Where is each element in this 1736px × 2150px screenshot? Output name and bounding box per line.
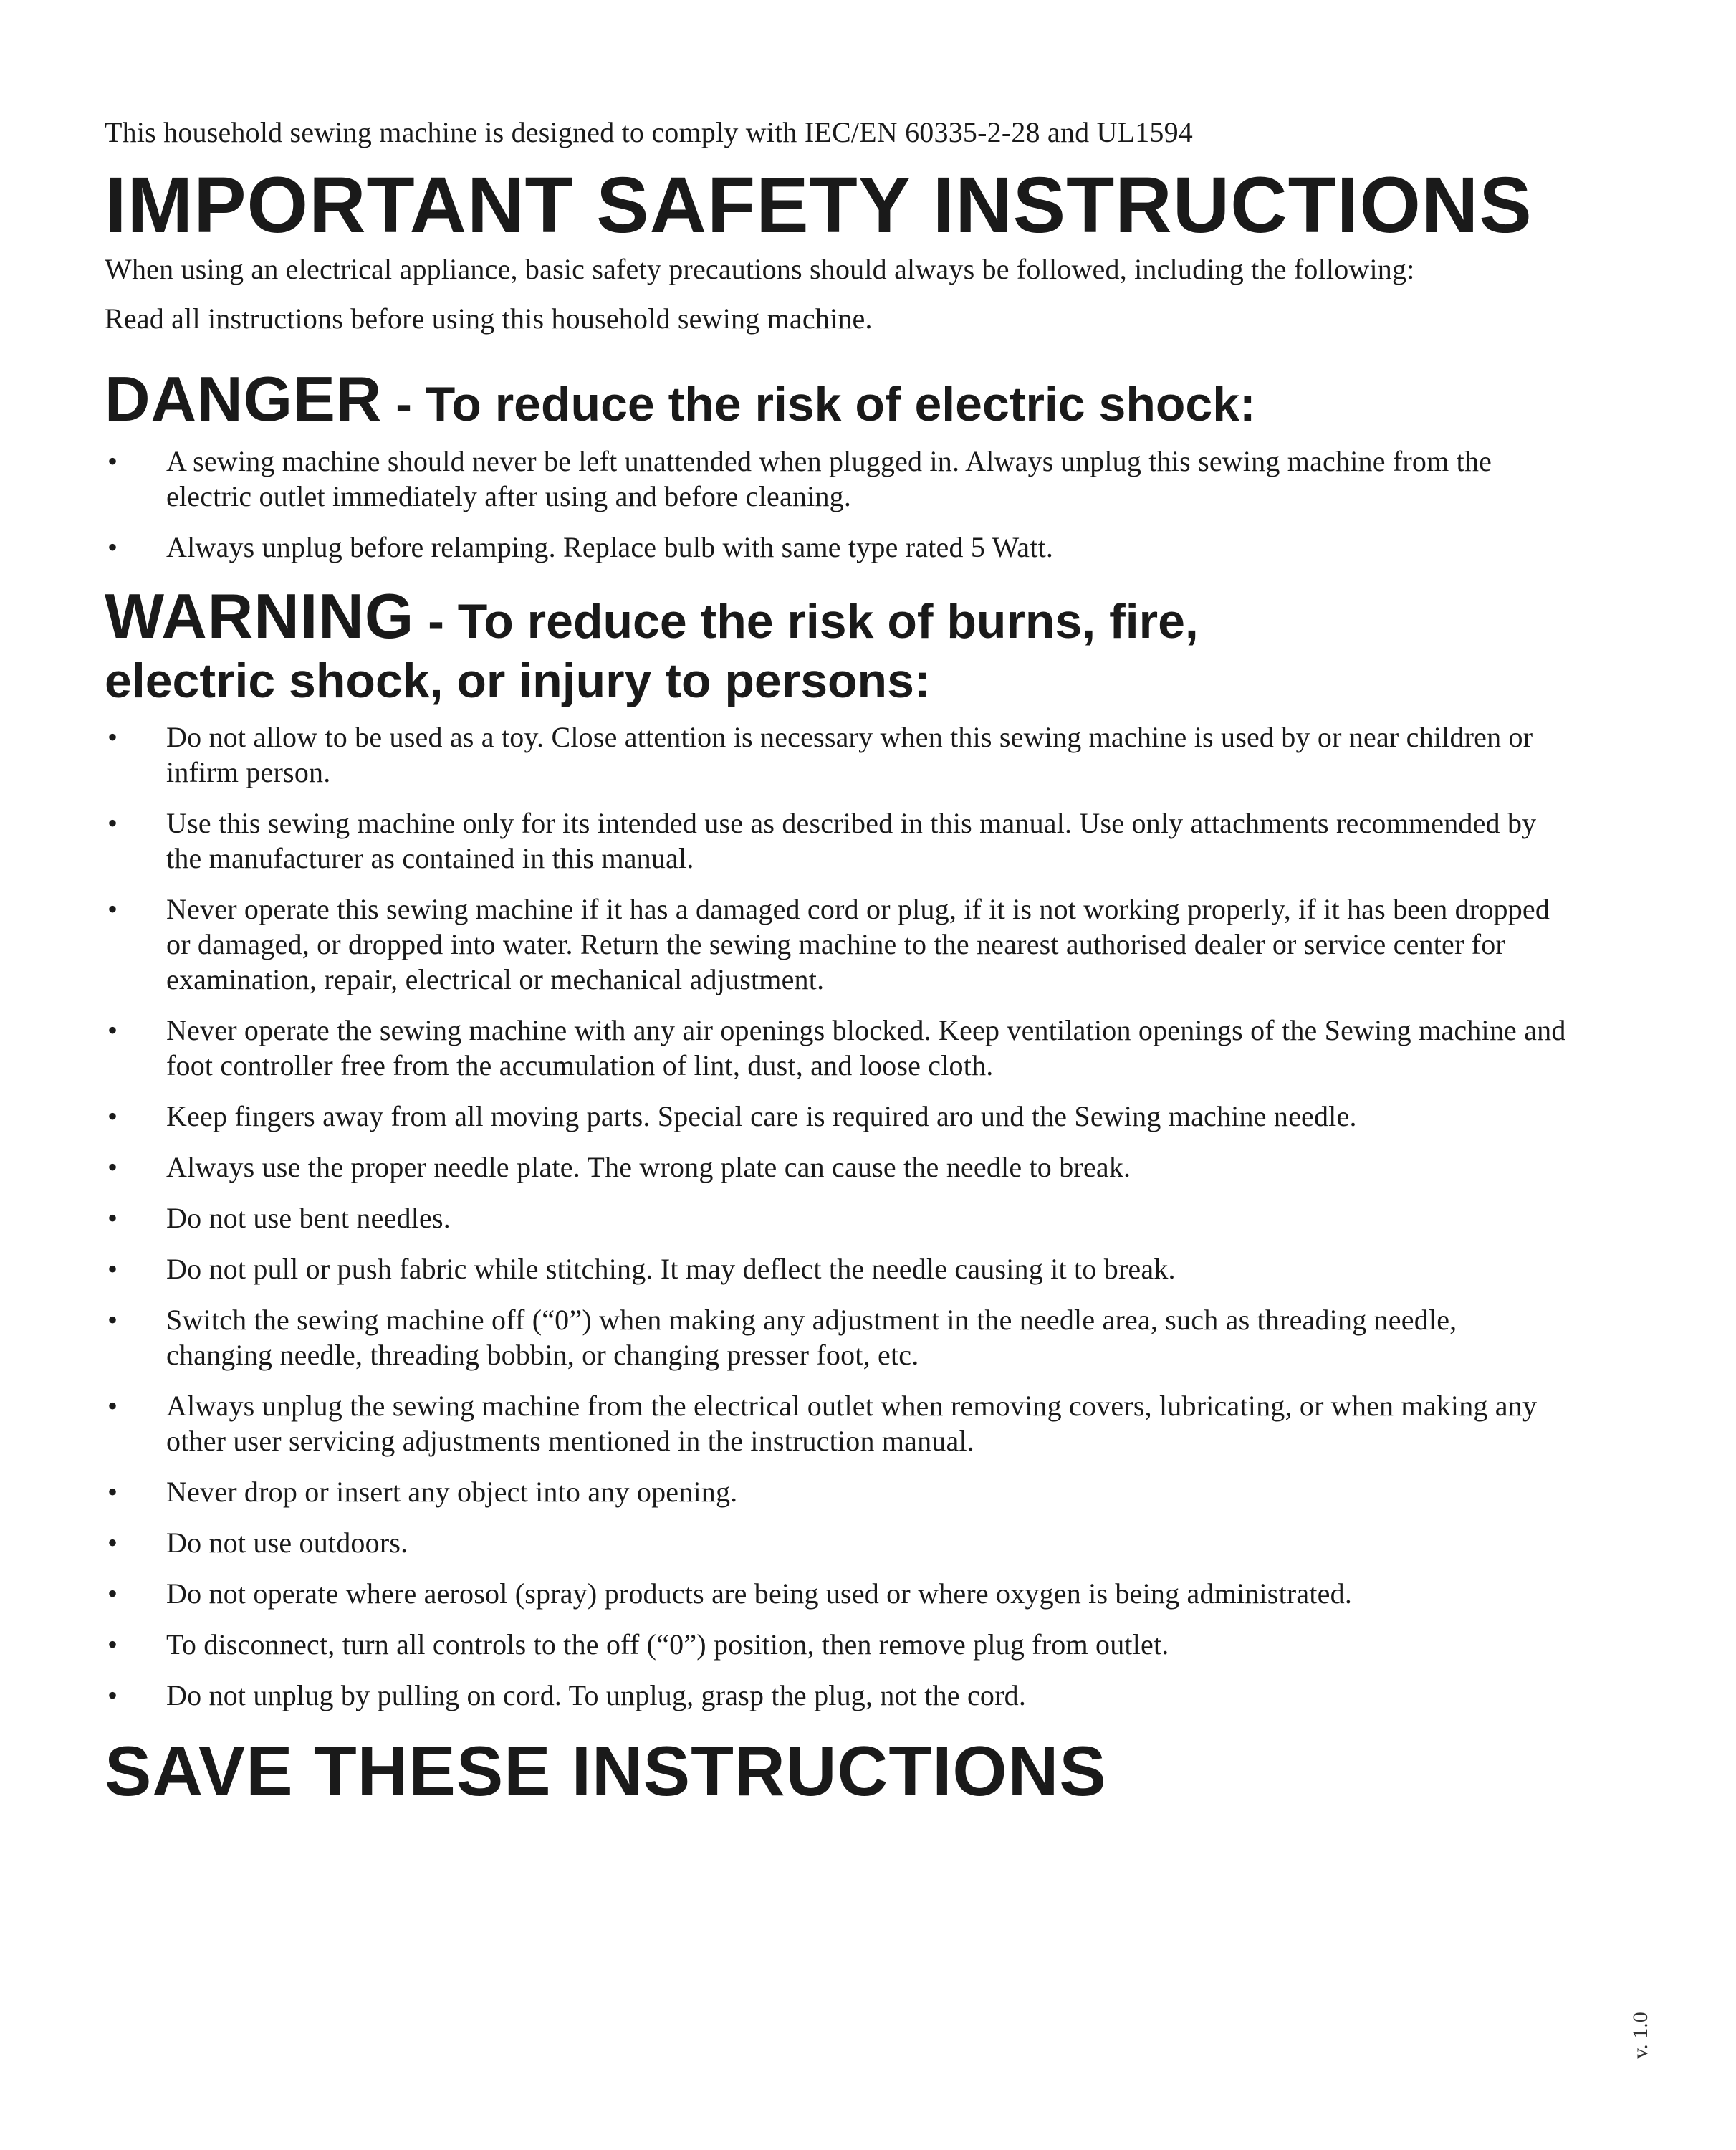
bullet-icon: • [107,1202,118,1234]
list-item-text: Never drop or insert any object into any opening. [166,1476,738,1508]
page-title: IMPORTANT SAFETY INSTRUCTIONS [105,161,1533,249]
list-item-text: Do not allow to be used as a toy. Close attention is necessary when this sewing machine is used by or near children or infirm person. [166,721,1533,788]
bullet-icon: • [107,1476,118,1508]
bullet-icon: • [107,807,118,839]
list-item [105,1251,1566,1286]
list-item-text: Always unplug the sewing machine from the electrical outlet when removing covers, lubricating, or when making any other user servicing adjustments mentioned in the instruction manual. [166,1390,1538,1457]
list-item [105,1576,1566,1611]
bullet-icon: • [107,1304,118,1336]
list-item [105,1150,1566,1185]
list-item [105,1388,1566,1458]
precaution-text: When using an electrical appliance, basic safety precautions should always be followed, including the following: [105,253,1415,285]
bullet-icon: • [107,1014,118,1046]
list-item-text: Keep fingers away from all moving parts. Special care is required aro und the Sewing machine needle. [166,1100,1357,1132]
list-item-text: Use this sewing machine only for its intended use as described in this manual. Use only attachments recommended by the manufacturer as contained in this manual. [166,807,1537,874]
bullet-icon: • [107,531,118,563]
danger-list [105,444,1566,565]
list-item-text: Do not use bent needles. [166,1202,451,1234]
list-item-text: Always use the proper needle plate. The wrong plate can cause the needle to break. [166,1151,1131,1183]
warning-keyword: WARNING [105,580,415,651]
bullet-icon: • [107,1390,118,1422]
warning-subtitle: - To reduce the risk of burns, fire, [414,594,1199,649]
safety-page [105,108,1566,1810]
list-item [105,1678,1566,1713]
list-item-text: To disconnect, turn all controls to the off (“0”) position, then remove plug from outlet. [166,1628,1169,1661]
compliance-statement: This household sewing machine is designed to comply with IEC/EN 60335-2-28 and UL1594 [105,116,1194,148]
read-instructions-text: Read all instructions before using this household sewing machine. [105,302,873,335]
danger-keyword: DANGER [105,363,383,434]
list-item [105,1200,1566,1236]
list-item [105,720,1566,790]
warning-subtitle-line2: electric shock, or injury to persons: [105,654,931,708]
list-item [105,1013,1566,1083]
list-item [105,1302,1566,1372]
list-item [105,1474,1566,1509]
list-item [105,1525,1566,1560]
bullet-icon: • [107,445,118,477]
list-item [105,530,1566,565]
danger-heading [105,365,1566,434]
list-item-text: Switch the sewing machine off (“0”) when making any adjustment in the needle area, such as threading needle, changing needle, threading bobbin, or changing presser foot, etc. [166,1304,1457,1371]
bullet-icon: • [107,1100,118,1132]
bullet-icon: • [107,1151,118,1183]
list-item-text: Do not use outdoors. [166,1526,408,1559]
version-label: v. 1.0 [1629,2012,1652,2059]
list-item-text: Do not pull or push fabric while stitching. It may deflect the needle causing it to break. [166,1253,1176,1285]
list-item [105,806,1566,876]
list-item [105,1099,1566,1134]
danger-subtitle: - To reduce the risk of electric shock: [382,377,1256,431]
bullet-icon: • [107,1679,118,1711]
bullet-icon: • [107,721,118,753]
list-item-text: Do not operate where aerosol (spray) products are being used or where oxygen is being administrated. [166,1577,1353,1610]
list-item-text: A sewing machine should never be left unattended when plugged in. Always unplug this sewing machine from the electric outlet immediately after using and before cleaning. [166,445,1492,512]
list-item-text: Always unplug before relamping. Replace bulb with same type rated 5 Watt. [166,531,1054,563]
bullet-icon: • [107,1526,118,1559]
list-item-text: Never operate the sewing machine with any air openings blocked. Keep ventilation openings of the Sewing machine and foot controller free from the accumulation of lint, dust, and loose cloth. [166,1014,1566,1081]
bullet-icon: • [107,1253,118,1285]
warning-heading [105,582,1566,710]
bullet-icon: • [107,1577,118,1610]
list-item-text: Never operate this sewing machine if it has a damaged cord or plug, if it is not working properly, if it has been dropped or damaged, or dropped into water. Return the sewing machine to the nearest authorised dealer or service center for examination, repair, electrical or mechanical adjustment. [166,893,1550,995]
list-item [105,892,1566,997]
list-item [105,444,1566,514]
bullet-icon: • [107,893,118,925]
warning-list [105,720,1566,1713]
list-item [105,1627,1566,1662]
save-instructions-title: SAVE THESE INSTRUCTIONS [105,1731,1107,1810]
list-item-text: Do not unplug by pulling on cord. To unplug, grasp the plug, not the cord. [166,1679,1027,1711]
bullet-icon: • [107,1628,118,1661]
